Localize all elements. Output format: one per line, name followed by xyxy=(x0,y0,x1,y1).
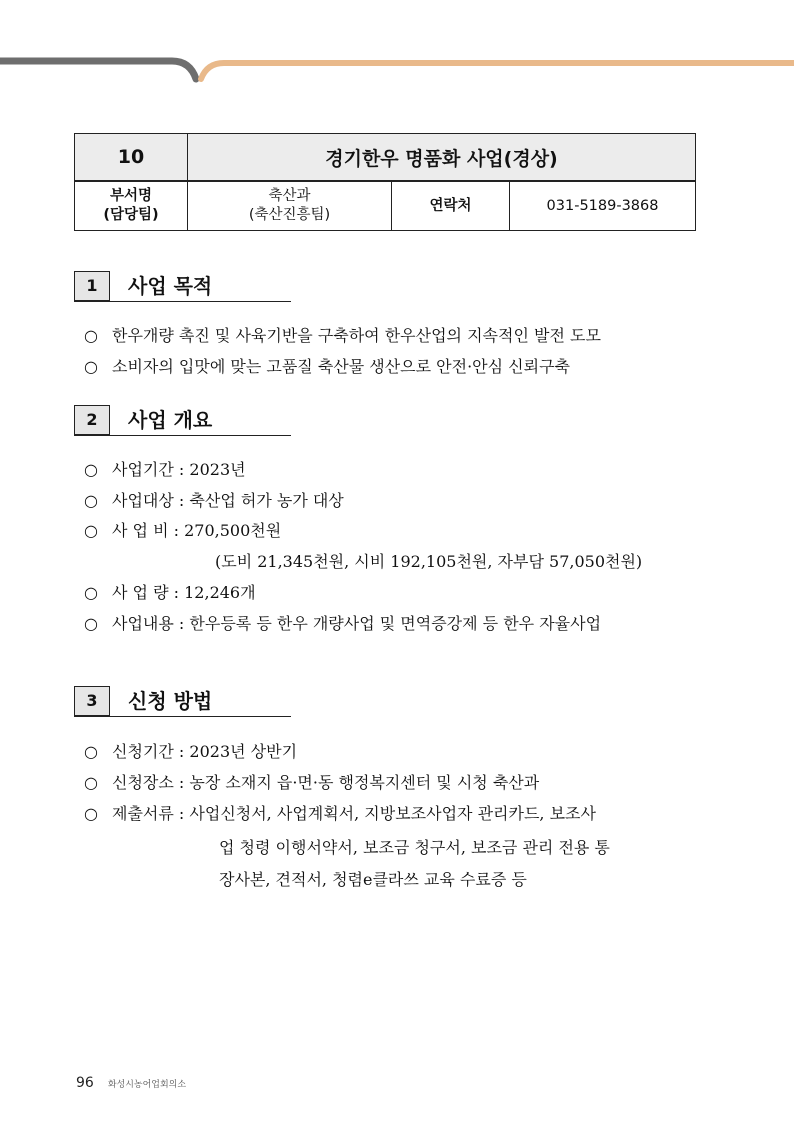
section-3-heading xyxy=(74,686,291,717)
circle-bullet: ○ xyxy=(84,583,98,602)
project-info-table xyxy=(74,133,696,231)
section-title: 사업 개요 xyxy=(128,408,213,432)
dept-value: 축산과 (축산진흥팀) xyxy=(188,181,392,231)
list-item: ○ 사 업 량 : 12,246개 xyxy=(84,583,256,602)
header-decoration xyxy=(0,0,794,90)
section-title: 사업 목적 xyxy=(128,274,213,298)
list-item: ○ 사업기간 : 2023년 xyxy=(84,460,246,479)
page-number: 96 xyxy=(76,1075,94,1091)
list-item: ○ 제출서류 : 사업신청서, 사업계획서, 지방보조사업자 관리카드, 보조사 xyxy=(84,804,596,823)
project-number: 10 xyxy=(75,134,188,182)
list-item: ○ 소비자의 입맛에 맞는 고품질 축산물 생산으로 안전·안심 신뢰구축 xyxy=(84,357,571,376)
circle-bullet: ○ xyxy=(84,742,98,761)
list-item: ○ 사업대상 : 축산업 허가 농가 대상 xyxy=(84,491,344,510)
list-item-continuation: 장사본, 견적서, 청렴e클라쓰 교육 수료증 등 xyxy=(219,870,527,889)
dept-label: 부서명 (담당팀) xyxy=(75,181,188,231)
list-item: ○ 신청장소 : 농장 소재지 읍·면·동 행정복지센터 및 시청 축산과 xyxy=(84,773,540,792)
project-title: 경기한우 명품화 사업(경상) xyxy=(188,134,696,182)
contact-label: 연락처 xyxy=(392,181,510,231)
contact-value: 031-5189-3868 xyxy=(510,181,696,231)
list-item-continuation: 업 청령 이행서약서, 보조금 청구서, 보조금 관리 전용 통 xyxy=(219,838,610,857)
circle-bullet: ○ xyxy=(84,614,98,633)
circle-bullet: ○ xyxy=(84,326,98,345)
section-number: 3 xyxy=(74,686,110,716)
page-footer xyxy=(76,1075,186,1091)
list-item: ○ 한우개량 촉진 및 사육기반을 구축하여 한우산업의 지속적인 발전 도모 xyxy=(84,326,601,345)
circle-bullet: ○ xyxy=(84,460,98,479)
list-item: ○ 사 업 비 : 270,500천원 xyxy=(84,521,282,540)
section-number: 1 xyxy=(74,271,110,301)
section-1-heading xyxy=(74,271,291,302)
section-2-heading xyxy=(74,405,291,436)
circle-bullet: ○ xyxy=(84,773,98,792)
section-number: 2 xyxy=(74,405,110,435)
list-item-continuation: (도비 21,345천원, 시비 192,105천원, 자부담 57,050천원) xyxy=(215,552,643,571)
circle-bullet: ○ xyxy=(84,491,98,510)
footer-organization: 화성시농어업회의소 xyxy=(107,1080,187,1090)
circle-bullet: ○ xyxy=(84,804,98,823)
list-item: ○ 신청기간 : 2023년 상반기 xyxy=(84,742,298,761)
list-item: ○ 사업내용 : 한우등록 등 한우 개량사업 및 면역증강제 등 한우 자율사업 xyxy=(84,614,602,633)
section-title: 신청 방법 xyxy=(128,689,213,713)
circle-bullet: ○ xyxy=(84,521,98,540)
circle-bullet: ○ xyxy=(84,357,98,376)
